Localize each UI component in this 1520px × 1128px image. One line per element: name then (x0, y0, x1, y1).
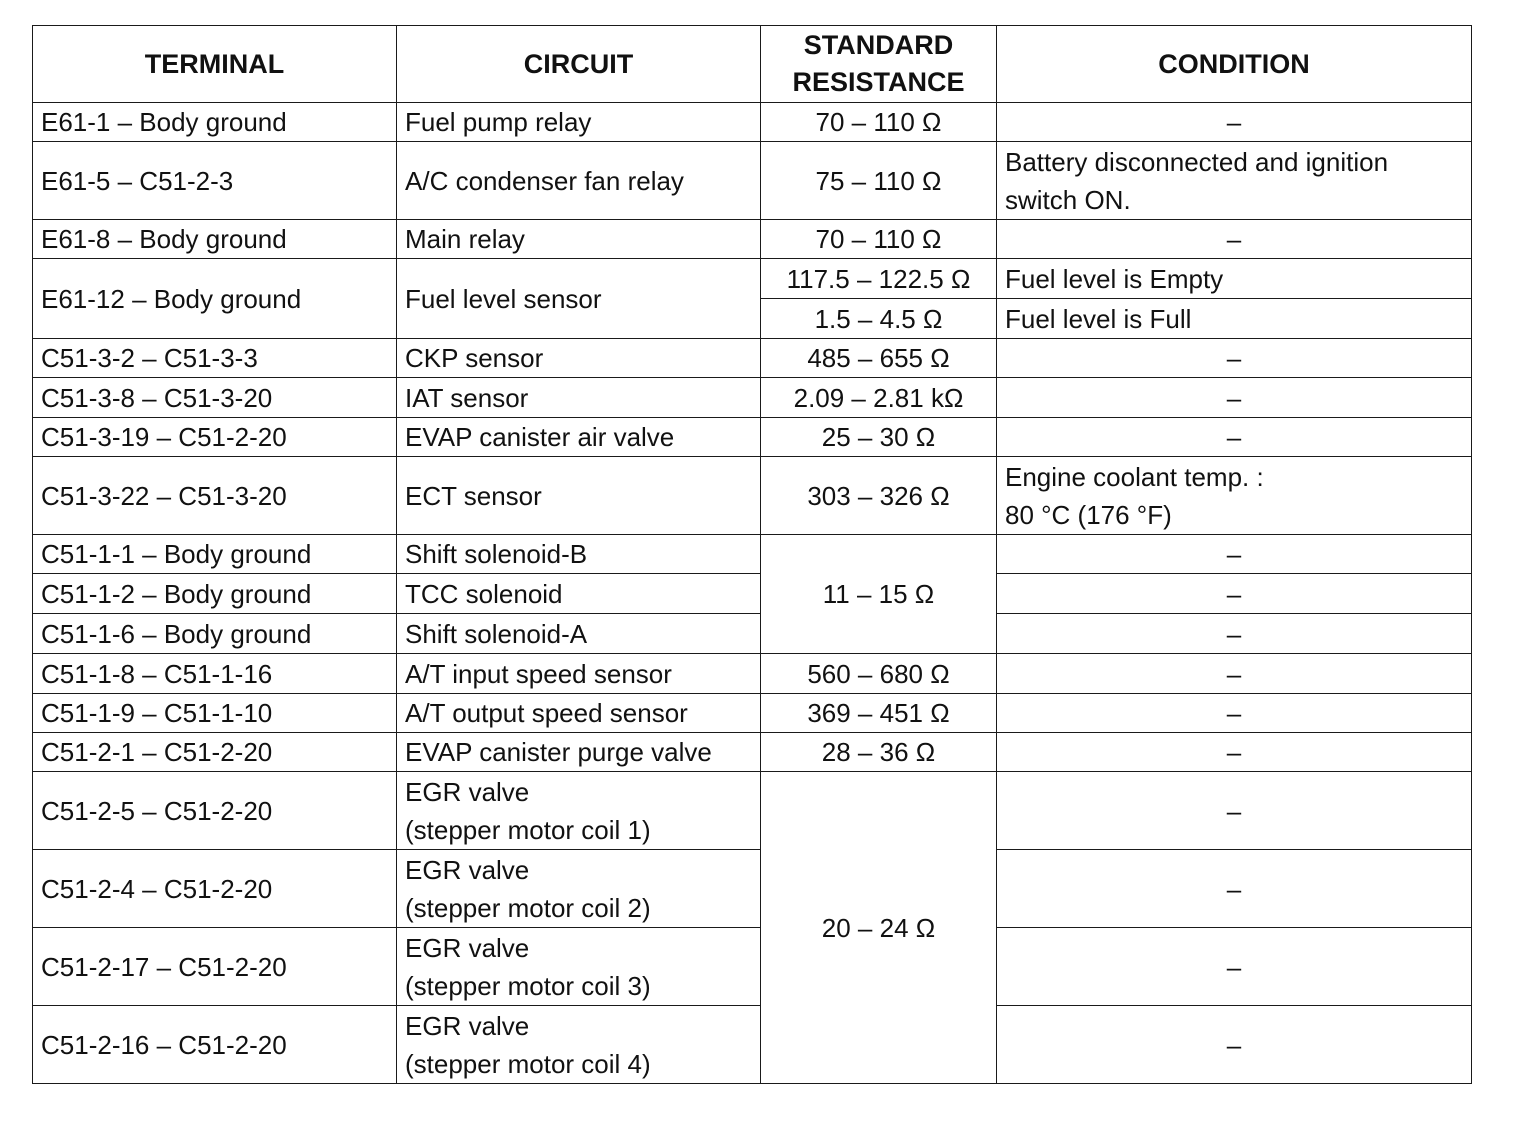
circuit-cell: EVAP canister air valve (397, 418, 761, 457)
condition-cell: – (997, 654, 1472, 694)
condition-cell: – (997, 378, 1472, 418)
table-row (33, 339, 1472, 378)
circuit-line: (stepper motor coil 4) (405, 1048, 651, 1079)
resistance-cell: 28 – 36 Ω (761, 733, 997, 772)
condition-cell: – (997, 733, 1472, 772)
resistance-cell: 303 – 326 Ω (761, 457, 997, 535)
terminal-cell: C51-3-22 – C51-3-20 (33, 457, 397, 535)
table-row (33, 259, 1472, 299)
condition-line: switch ON. (1005, 184, 1131, 215)
table-row (33, 378, 1472, 418)
condition-cell: – (997, 928, 1472, 1006)
circuit-cell: EVAP canister purge valve (397, 733, 761, 772)
resistance-spec-sheet (32, 25, 1472, 1084)
terminal-cell: C51-2-16 – C51-2-20 (33, 1006, 397, 1084)
condition-cell: – (997, 103, 1472, 142)
table-row (33, 772, 1472, 850)
terminal-cell: C51-1-8 – C51-1-16 (33, 654, 397, 694)
resistance-cell-solenoids: 11 – 15 Ω (761, 535, 997, 654)
condition-line: Engine coolant temp. : (1005, 461, 1264, 492)
condition-cell (997, 457, 1472, 535)
condition-cell: – (997, 614, 1472, 654)
circuit-line: (stepper motor coil 2) (405, 892, 651, 923)
terminal-cell: E61-1 – Body ground (33, 103, 397, 142)
table-row (33, 850, 1472, 928)
circuit-cell (397, 928, 761, 1006)
table-row (33, 220, 1472, 259)
circuit-cell (397, 850, 761, 928)
terminal-cell: C51-1-9 – C51-1-10 (33, 694, 397, 733)
circuit-cell: Shift solenoid-A (397, 614, 761, 654)
terminal-cell: C51-1-6 – Body ground (33, 614, 397, 654)
resistance-cell: 560 – 680 Ω (761, 654, 997, 694)
circuit-cell: A/T input speed sensor (397, 654, 761, 694)
table-row (33, 574, 1472, 614)
table-row (33, 1006, 1472, 1084)
condition-cell: – (997, 535, 1472, 574)
circuit-line: EGR valve (405, 776, 530, 807)
header-resistance-line1: STANDARD (803, 30, 954, 60)
header-resistance-line2: RESISTANCE (792, 67, 965, 97)
condition-cell: – (997, 1006, 1472, 1084)
resistance-cell: 70 – 110 Ω (761, 103, 997, 142)
circuit-cell: Shift solenoid-B (397, 535, 761, 574)
condition-cell: – (997, 574, 1472, 614)
circuit-cell: TCC solenoid (397, 574, 761, 614)
header-standard-resistance (761, 26, 997, 103)
condition-cell: Fuel level is Empty (997, 259, 1472, 299)
table-row (33, 733, 1472, 772)
terminal-cell: C51-3-19 – C51-2-20 (33, 418, 397, 457)
resistance-cell: 2.09 – 2.81 kΩ (761, 378, 997, 418)
resistance-cell: 1.5 – 4.5 Ω (761, 299, 997, 339)
resistance-cell: 75 – 110 Ω (761, 142, 997, 220)
circuit-cell: A/T output speed sensor (397, 694, 761, 733)
condition-cell: – (997, 418, 1472, 457)
table-row (33, 418, 1472, 457)
circuit-line: (stepper motor coil 1) (405, 814, 651, 845)
resistance-cell: 25 – 30 Ω (761, 418, 997, 457)
terminal-cell: E61-8 – Body ground (33, 220, 397, 259)
header-circuit: CIRCUIT (397, 26, 761, 103)
condition-cell: Fuel level is Full (997, 299, 1472, 339)
terminal-cell: C51-3-8 – C51-3-20 (33, 378, 397, 418)
header-row (33, 26, 1472, 103)
circuit-cell: Fuel level sensor (397, 259, 761, 339)
circuit-cell: IAT sensor (397, 378, 761, 418)
circuit-cell: Main relay (397, 220, 761, 259)
resistance-cell: 70 – 110 Ω (761, 220, 997, 259)
circuit-cell: Fuel pump relay (397, 103, 761, 142)
condition-cell: – (997, 772, 1472, 850)
condition-line: 80 °C (176 °F) (1005, 499, 1172, 530)
resistance-table (32, 25, 1472, 1084)
resistance-cell: 369 – 451 Ω (761, 694, 997, 733)
terminal-cell: C51-2-17 – C51-2-20 (33, 928, 397, 1006)
circuit-cell: A/C condenser fan relay (397, 142, 761, 220)
table-row (33, 457, 1472, 535)
terminal-cell: E61-12 – Body ground (33, 259, 397, 339)
resistance-cell-egr: 20 – 24 Ω (761, 772, 997, 1084)
condition-cell (997, 142, 1472, 220)
terminal-cell: C51-2-5 – C51-2-20 (33, 772, 397, 850)
condition-cell: – (997, 694, 1472, 733)
circuit-line: (stepper motor coil 3) (405, 970, 651, 1001)
condition-cell: – (997, 220, 1472, 259)
terminal-cell: E61-5 – C51-2-3 (33, 142, 397, 220)
terminal-cell: C51-3-2 – C51-3-3 (33, 339, 397, 378)
circuit-cell: ECT sensor (397, 457, 761, 535)
table-row (33, 654, 1472, 694)
header-condition: CONDITION (997, 26, 1472, 103)
condition-cell: – (997, 339, 1472, 378)
circuit-cell (397, 1006, 761, 1084)
terminal-cell: C51-2-4 – C51-2-20 (33, 850, 397, 928)
circuit-cell: CKP sensor (397, 339, 761, 378)
circuit-line: EGR valve (405, 1010, 530, 1041)
terminal-cell: C51-2-1 – C51-2-20 (33, 733, 397, 772)
table-row (33, 535, 1472, 574)
table-row (33, 694, 1472, 733)
table-row (33, 928, 1472, 1006)
table-row (33, 103, 1472, 142)
condition-cell: – (997, 850, 1472, 928)
table-row (33, 142, 1472, 220)
terminal-cell: C51-1-1 – Body ground (33, 535, 397, 574)
header-terminal: TERMINAL (33, 26, 397, 103)
table-row (33, 614, 1472, 654)
resistance-cell: 485 – 655 Ω (761, 339, 997, 378)
circuit-cell (397, 772, 761, 850)
terminal-cell: C51-1-2 – Body ground (33, 574, 397, 614)
resistance-cell: 117.5 – 122.5 Ω (761, 259, 997, 299)
condition-line: Battery disconnected and ignition (1005, 146, 1389, 177)
circuit-line: EGR valve (405, 932, 530, 963)
circuit-line: EGR valve (405, 854, 530, 885)
